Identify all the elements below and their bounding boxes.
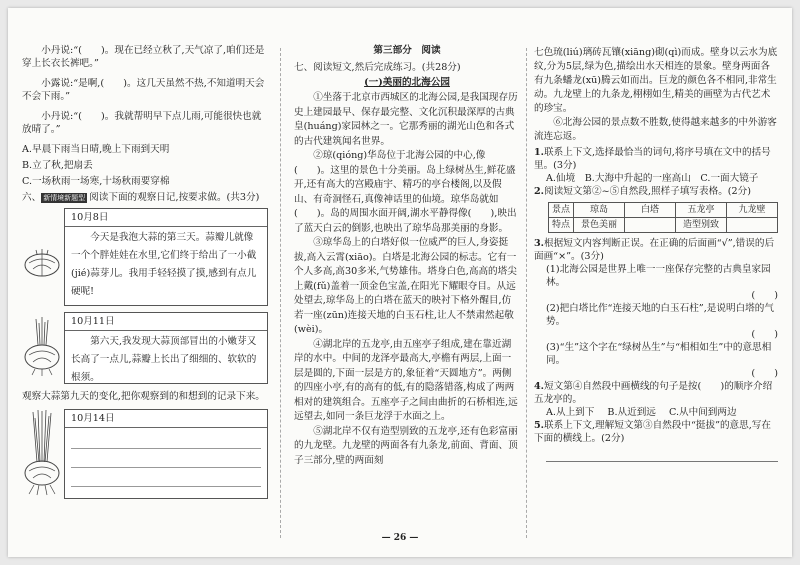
option-b: B.立了秋,把扇丢 <box>22 160 93 171</box>
q1-options: A.仙境 B.大海中升起的一座高山 C.一面大镜子 <box>546 173 759 184</box>
diary-1-text: 今天是我泡大蒜的第三天。蒜瓣儿就像一个个胖娃娃在水里,它们终于给出了一小截(jié)蒜芽儿。我用手轻轻摸了摸,感到有点儿硬呢! <box>71 232 257 297</box>
table-row: 特点 景色美丽 造型别致 <box>549 218 778 233</box>
diary-1-date: 10月8日 <box>65 209 267 227</box>
diary-3-writing-area[interactable] <box>65 428 267 489</box>
question-3: 3.根据短文内容判断正误。在正确的后面画“√”,错误的后面画“×”。(3分) <box>534 238 775 262</box>
page-number: — 26 — <box>381 533 419 543</box>
table-row: 景点 琼岛 白塔 五龙亭 九龙壁 <box>549 203 778 218</box>
diary-entry-1 <box>64 208 268 306</box>
q3-item-3: (3)“生”这个字在“绿树丛生”与“相相如生”中的意思相同。 <box>546 342 772 366</box>
tall-sprout-garlic-icon <box>23 410 61 496</box>
paragraph-6: ⑥北海公园的景点数不胜数,使得越来越多的中外游客流连忘返。 <box>534 117 777 142</box>
diary-entry-2 <box>64 312 268 384</box>
diary-2-text: 第六天,我发现大蒜顶部冒出的小嫩芽又长高了一点儿,蒜瓣上长出了细细的、软软的根须。 <box>71 336 257 383</box>
sprouting-garlic-icon <box>23 317 61 377</box>
q5-answer-line[interactable] <box>546 449 778 462</box>
feature-table <box>548 202 778 233</box>
q3-item-1: (1)北海公园是世界上唯一一座保存完整的古典皇家园林。 <box>546 264 771 288</box>
question-7: 七、阅读短文,然后完成练习。(共28分) <box>294 62 461 73</box>
passage-title: (一)美丽的北海公园 <box>364 77 450 88</box>
q3-answer-3[interactable]: ( ) <box>751 368 778 379</box>
garlic-bulb-icon <box>23 247 61 277</box>
dialog-line-2: 小露说:“是啊,( )。这几天虽然不热,不知道明天会不会下雨。” <box>22 78 265 102</box>
worksheet-page <box>8 8 792 557</box>
paragraph-5-continued: 七色琉(liú)璃砖瓦镶(xiāng)砌(qì)而成。壁身以云水为底纹,分为5层,绿为色,描绘出水天相连的景象。壁身两面各有九条蟠龙(xū)腾云如而出。巨龙的颜色各不相同,非常生动。九龙壁上的九条龙,栩栩如生,精美的画壁为古代艺术的珍宝。 <box>534 47 778 114</box>
paragraph-5: ⑤湖北岸不仅有造型别致的五龙亭,还有色彩富丽的九龙壁。九龙壁的两面各有九条龙,前面、背面、顶子三部分,壁的两面刻 <box>294 425 518 466</box>
diary-entry-3 <box>64 409 268 499</box>
q6-label: 六、 <box>22 192 42 203</box>
question-5: 5.联系上下文,理解短文第③自然段中“挺拔”的意思,写在下面的横线上。(2分) <box>534 420 771 444</box>
dialog-line-1: 小丹说:“( )。现在已经立秋了,天气凉了,咱们还是穿上长衣长裤吧。” <box>22 45 265 69</box>
paragraph-4: ④湖北岸的五龙亭,由五座亭子组成,建在靠近湖岸的水中。中间的龙泽亭最高大,亭檐有两层,上面一层是圆的,下面一层是方的,象征着“天圆地方”。两侧的四座小亭,有的高有的低,有的隐落错落,构成了两两相对的建筑组合。五座亭子之间由曲折的石桥相连,远远望去,如同一条巨龙浮于水面之上。 <box>294 338 518 422</box>
left-column <box>22 44 268 499</box>
option-a: A.早晨下雨当日晴,晚上下雨到天明 <box>22 144 170 155</box>
q3-item-2: (2)把白塔比作“连接天地的白玉石柱”,是说明白塔的气势。 <box>546 303 774 327</box>
table-blank-cell[interactable] <box>727 218 778 233</box>
paragraph-3: ③琼华岛上的白塔好似一位威严的巨人,身姿挺拔,高入云霄(xiāo)。白塔是北海公园的标志。它有一个人多高,高30多米,气势雄伟。塔身白色,高高的塔尖上戴(fǔ)盖着一顶金色宝盖,在阳光下耀眼夺目。从远处望去,琼华岛上的白塔在蓝天的映衬下格外醒目,仿若一座(zūn)连接天地的白玉石柱,让人不禁肃然起敬(wèi)。 <box>294 237 517 335</box>
dialog-line-3: 小丹说:“( )。我就帮明早下点儿雨,可能很快也就放晴了。” <box>22 111 262 135</box>
observation-task: 观察大蒜第九天的变化,把你观察到的和想到的记录下来。 <box>22 391 265 402</box>
q3-answer-2[interactable]: ( ) <box>751 329 778 340</box>
question-4: 4.短文第④自然段中画横线的句子是按( )的顺序介绍五龙亭的。 <box>534 381 773 405</box>
q6-text: 阅读下面的观察日记,按要求做。(共3分) <box>89 192 260 203</box>
question-2: 2.阅读短文第②~⑤自然段,照样子填写表格。(2分) <box>534 186 751 197</box>
middle-column <box>294 44 520 468</box>
table-blank-cell[interactable] <box>625 218 676 233</box>
option-c: C.一场秋雨一场寒,十场秋雨要穿棉 <box>22 176 170 187</box>
part-title: 第三部分 阅读 <box>373 45 441 56</box>
column-divider-2 <box>526 48 527 538</box>
q3-answer-1[interactable]: ( ) <box>751 290 778 301</box>
question-6 <box>22 191 268 204</box>
right-column <box>534 46 778 462</box>
new-type-badge: 新情境新题型 <box>43 194 86 202</box>
diary-2-date: 10月11日 <box>65 313 267 331</box>
q4-options: A.从上到下 B.从近到远 C.从中间到两边 <box>546 407 737 418</box>
question-1: 1.联系上下文,选择最恰当的词句,将序号填在文中的括号里。(3分) <box>534 147 771 171</box>
paragraph-2: ②琼(qióng)华岛位于北海公园的中心,像( )。这里的景色十分美丽。岛上绿树丛生,鲜花盛开,还有高大的宫殿庙宇、精巧的亭台楼阁,以及假山、有奇洞怪石,真像神话里的仙境。琼华岛就如( )。岛的周围水面开阔,湖水平静得像( ),映出了蓝天白云的倒影,也映出了琼华岛那美丽的身影。 <box>294 150 517 234</box>
column-divider-1 <box>280 48 281 538</box>
paragraph-1: ①坐落于北京市西城区的北海公园,是我国现存历史上建园最早、保存最完整、文化沉积最深厚的古典皇(huáng)家园林之一。它那秀丽的湖光山色和各式的古代建筑闻名世界。 <box>294 92 518 147</box>
diary-3-date: 10月14日 <box>65 410 267 428</box>
